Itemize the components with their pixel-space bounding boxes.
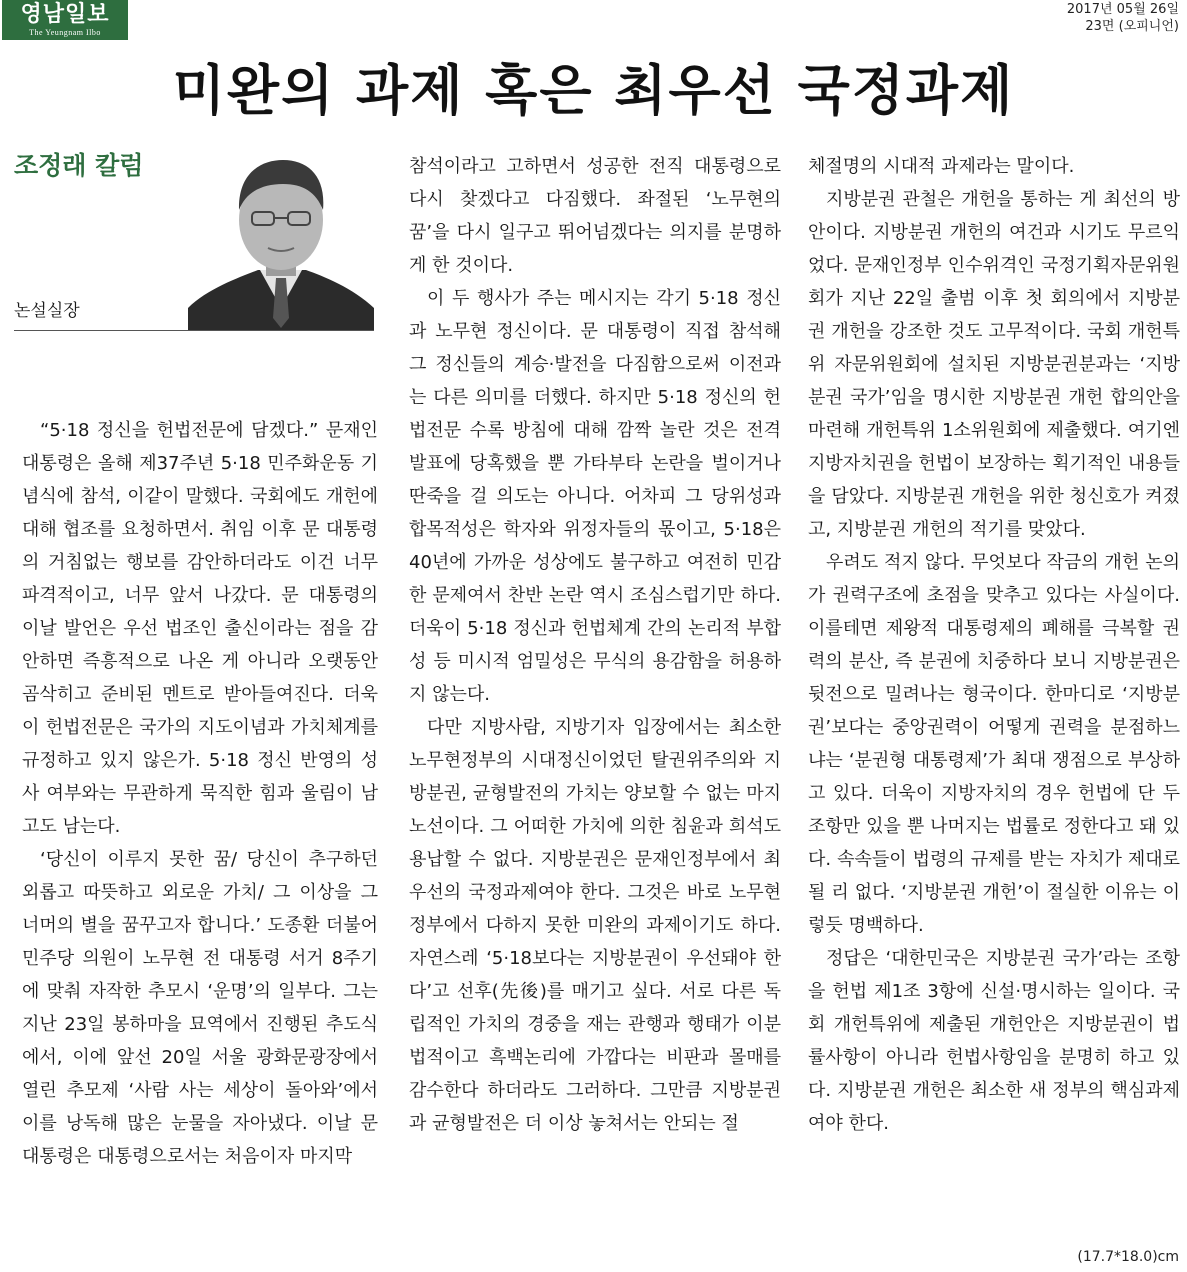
paragraph: 다만 지방사람, 지방기자 입장에서는 최소한 노무현정부의 시대정신이었던 탈권위주의와 지방분권, 균형발전의 가치는 양보할 수 없는 마지노선이다. 그 어떠한 가치에 의한 침윤과 희석도 용납할 수 없다. 지방분권은 문재인정부에서 최우선의 국정과제여야 한다. 그것은 바로 노무현 정부에서 다하지 못한 미완의 과제이기도 하다. 자연스레 ‘5·18보다는 지방분권이 우선돼야 한다’고 선후(先後)를 매기고 싶다. 서로 다른 독립적인 가치의 경중을 재는 관행과 행태가 이분법적이고 흑백논리에 가깝다는 비판과 몰매를 감수한다 하더라도 그러하다. 그만큼 지방분권과 균형발전은 더 이상 놓쳐서는 안되는 절: [409, 717, 781, 1134]
author-title: 논설실장: [14, 301, 80, 321]
paragraph: “5·18 정신을 헌법전문에 담겠다.” 문재인 대통령은 올해 제37주년 5·18 민주화운동 기념식에 참석, 이같이 말했다. 국회에도 개헌에 대해 협조를 요청하면서. 취임 이후 문 대통령의 거침없는 행보를 감안하더라도 이건 너무 파격적이고, 너무 앞서 나갔다. 문 대통령의 이날 발언은 우선 법조인 출신이라는 점을 감안하면 즉흥적으로 나온 게 아니라 오랫동안 곰삭히고 준비된 멘트로 받아들여진다. 더욱이 헌법전문은 국가의 지도이념과 가치체계를 규정하고 있지 않은가. 5·18 정신 반영의 성사 여부와는 무관하게 묵직한 힘과 울림이 남고도 남는다.: [22, 420, 378, 837]
paragraph: 참석이라고 고하면서 성공한 전직 대통령으로 다시 찾겠다고 다짐했다. 좌절된 ‘노무현의 꿈’을 다시 일구고 뛰어넘겠다는 의지를 분명하게 한 것이다.: [409, 156, 781, 276]
byline-rule: [14, 330, 374, 331]
logo-subtitle: The Yeungnam Ilbo: [29, 28, 101, 37]
newspaper-logo: [2, 0, 128, 40]
article-size: (17.7*18.0)cm: [1077, 1249, 1179, 1265]
column-name: 조정래 칼럼: [14, 151, 144, 180]
logo-name: 영남일보: [20, 2, 110, 27]
page-section: 23면 (오피니언): [1085, 19, 1179, 34]
paragraph: 체절명의 시대적 과제라는 말이다.: [808, 156, 1075, 177]
article-column-1: [22, 414, 378, 1173]
paragraph: 우려도 적지 않다. 무엇보다 작금의 개헌 논의가 권력구조에 초점을 맞추고 있다는 사실이다. 이를테면 제왕적 대통령제의 폐해를 극복할 권력의 분산, 즉 분권에 치중하다 보니 지방분권은 뒷전으로 밀려나는 형국이다. 한마디로 ‘지방분권’보다는 중앙권력이 어떻게 권력을 분점하느냐는 ‘분권형 대통령제’가 최대 쟁점으로 부상하고 있다. 더욱이 지방자치의 경우 헌법에 단 두 조항만 있을 뿐 나머지는 법률로 정한다고 돼 있다. 속속들이 법령의 규제를 받는 자치가 제대로 될 리 없다. ‘지방분권 개헌’이 절실한 이유는 이렇듯 명백하다.: [808, 552, 1180, 936]
paragraph: ‘당신이 이루지 못한 꿈/ 당신이 추구하던 외롭고 따뜻하고 외로운 가치/ 그 이상을 그 너머의 별을 꿈꾸고자 합니다.’ 도종환 더불어민주당 의원이 노무현 전 대통령 서거 8주기에 맞춰 자작한 추모시 ‘운명’의 일부다. 그는 지난 23일 봉하마을 묘역에서 진행된 추도식에서, 이에 앞선 20일 서울 광화문광장에서 열린 추모제 ‘사람 사는 세상이 돌아와’에서 이를 낭독해 많은 눈물을 자아냈다. 이날 문 대통령은 대통령으로서는 처음이자 마지막: [22, 849, 378, 1167]
paragraph: 이 두 행사가 주는 메시지는 각기 5·18 정신과 노무현 정신이다. 문 대통령이 직접 참석해 그 정신들의 계승·발전을 다짐함으로써 이전과는 다른 의미를 더했다. 하지만 5·18 정신의 헌법전문 수록 방침에 대해 깜짝 놀란 것은 전격 발표에 당혹했을 뿐 가타부타 논란을 벌이거나 딴죽을 걸 의도는 아니다. 어차피 그 당위성과 합목적성은 학자와 위정자들의 몫이고, 5·18은 40년에 가까운 성상에도 불구하고 여전히 민감한 문제여서 찬반 논란 역시 조심스럽기만 하다. 더욱이 5·18 정신과 헌법체계 간의 논리적 부합성 등 미시적 엄밀성은 무식의 용감함을 허용하지 않는다.: [409, 288, 781, 705]
paragraph: 정답은 ‘대한민국은 지방분권 국가’라는 조항을 헌법 제1조 3항에 신설·명시하는 일이다. 국회 개헌특위에 제출된 개헌안은 지방분권이 법률사항이 아니라 헌법사항임을 분명히 하고 있다. 지방분권 개헌은 최소한 새 정부의 핵심과제여야 한다.: [808, 948, 1180, 1134]
article-column-2: [409, 150, 781, 1140]
headline: 미완의 과제 혹은 최우선 국정과제: [172, 58, 1015, 122]
author-portrait: [188, 148, 374, 330]
article-column-3: [808, 150, 1180, 1140]
publication-date: 2017년 05월 26일: [1066, 2, 1179, 17]
publication-meta: [1067, 1, 1179, 35]
paragraph: 지방분권 관철은 개헌을 통하는 게 최선의 방안이다. 지방분권 개헌의 여건과 시기도 무르익었다. 문재인정부 인수위격인 국정기획자문위원회가 지난 22일 출범 이후 첫 회의에서 지방분권 개헌을 강조한 것도 고무적이다. 국회 개헌특위 자문위원회에 설치된 지방분권분과는 ‘지방분권 국가’임을 명시한 지방분권 개헌 합의안을 마련해 개헌특위 1소위원회에 제출했다. 여기엔 지방자치권을 헌법이 보장하는 획기적인 내용들을 담았다. 지방분권 개헌을 위한 청신호가 켜졌고, 지방분권 개헌의 적기를 맞았다.: [808, 189, 1180, 540]
